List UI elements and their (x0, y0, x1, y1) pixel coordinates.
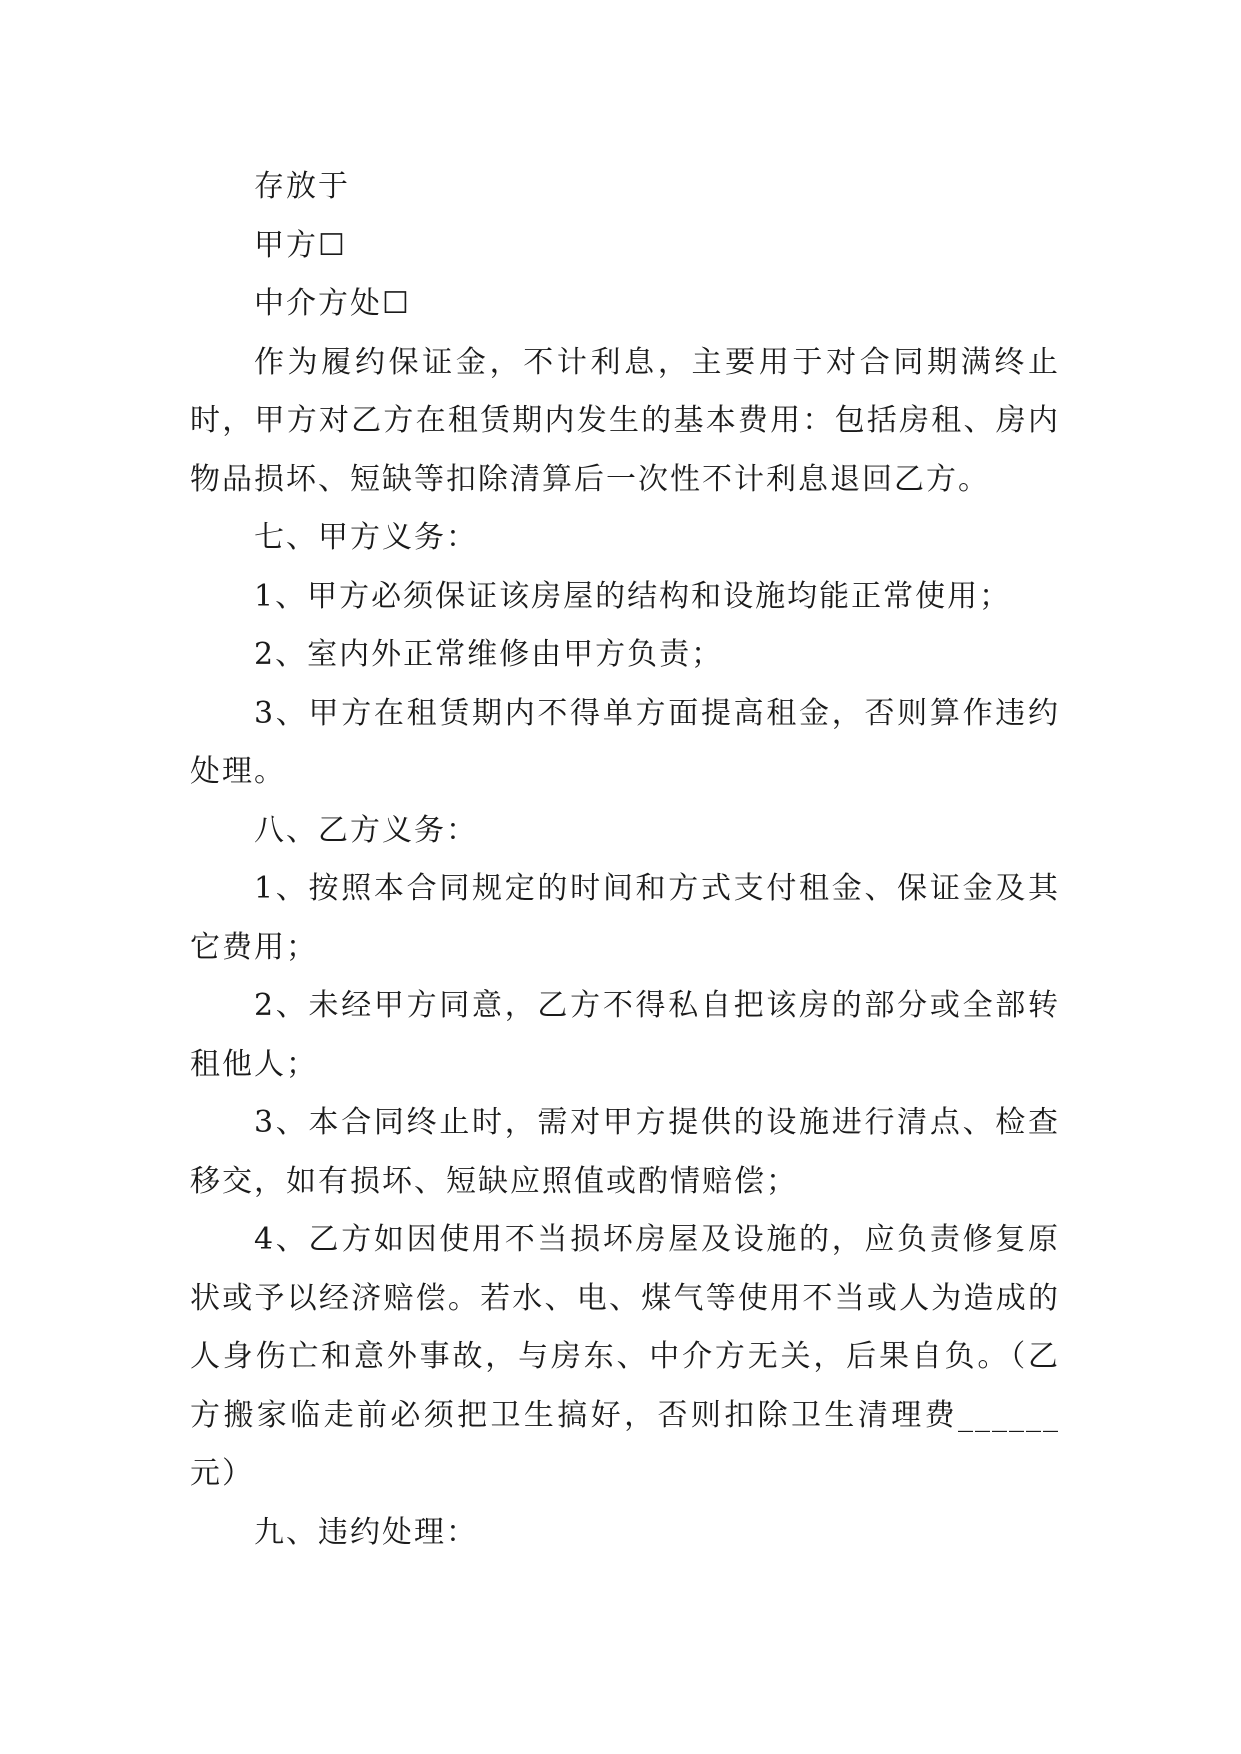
document-body (190, 158, 1060, 1562)
paragraph-agency-option: 中介方处☐ (254, 286, 411, 321)
paragraph-party-a-option: 甲方☐ (254, 227, 347, 263)
paragraph-party-b-item-3: 3、本合同终止时，需对甲方提供的设施进行清点、检查移交，如有损坏、短缺应照值或酌情赔偿； (190, 1105, 1060, 1199)
paragraph-party-a-item-1: 1、甲方必须保证该房屋的结构和设施均能正常使用； (254, 578, 1012, 614)
heading-party-b-obligations: 八、乙方义务： (254, 812, 478, 848)
paragraph-party-a-item-3: 3、甲方在租赁期内不得单方面提高租金，否则算作违约处理。 (190, 695, 1060, 789)
heading-party-a-obligations: 七、甲方义务： (254, 520, 478, 555)
paragraph-party-b-item-1: 1、按照本合同规定的时间和方式支付租金、保证金及其它费用； (190, 871, 1060, 965)
paragraph-deposit-purpose: 作为履约保证金，不计利息，主要用于对合同期满终止时，甲方对乙方在租赁期内发生的基本费用：包括房租、房内物品损坏、短缺等扣除清算后一次性不计利息退回乙方。 (190, 344, 1060, 497)
paragraph-party-a-item-2: 2、室内外正常维修由甲方负责； (254, 637, 724, 672)
heading-breach-handling: 九、违约处理： (254, 1514, 478, 1550)
paragraph-party-b-item-2: 2、未经甲方同意，乙方不得私自把该房的部分或全部转租他人； (190, 988, 1060, 1082)
paragraph-deposit-stored: 存放于 (254, 169, 350, 204)
paragraph-party-b-item-4: 4、乙方如因使用不当损坏房屋及设施的，应负责修复原状或予以经济赔偿。若水、电、煤气等使用不当或人为造成的人身伤亡和意外事故，与房东、中介方无关，后果自负。（乙方搬家临走前必须把卫生搞好，否则扣除卫生清理费______元） (190, 1222, 1060, 1491)
